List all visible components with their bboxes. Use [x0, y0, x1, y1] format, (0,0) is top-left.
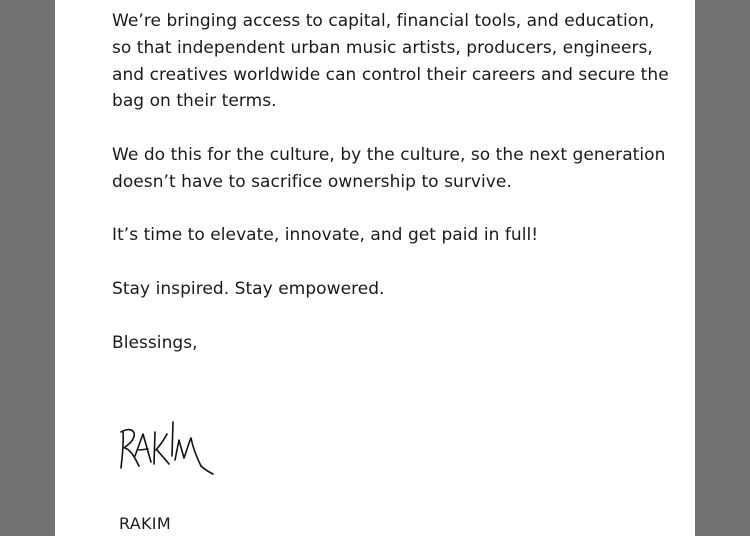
letter-page [55, 0, 695, 536]
signer-name: RAKIM [119, 514, 171, 533]
paragraph-culture: We do this for the culture, by the culture, so the next generation doesn’t have to sacrifice ownership to survive. [112, 144, 666, 192]
paragraph-elevate: It’s time to elevate, innovate, and get paid in full! [112, 225, 539, 246]
closing-salutation: Blessings, [112, 332, 198, 353]
handwritten-signature [117, 418, 227, 480]
paragraph-stay-inspired: Stay inspired. Stay empowered. [112, 278, 385, 299]
letter-body [112, 8, 672, 356]
paragraph-mission: We’re bringing access to capital, financial tools, and education, so that independent urban music artists, producers, engineers, and creatives worldwide can control their careers and secure the bag on their terms. [112, 11, 669, 112]
